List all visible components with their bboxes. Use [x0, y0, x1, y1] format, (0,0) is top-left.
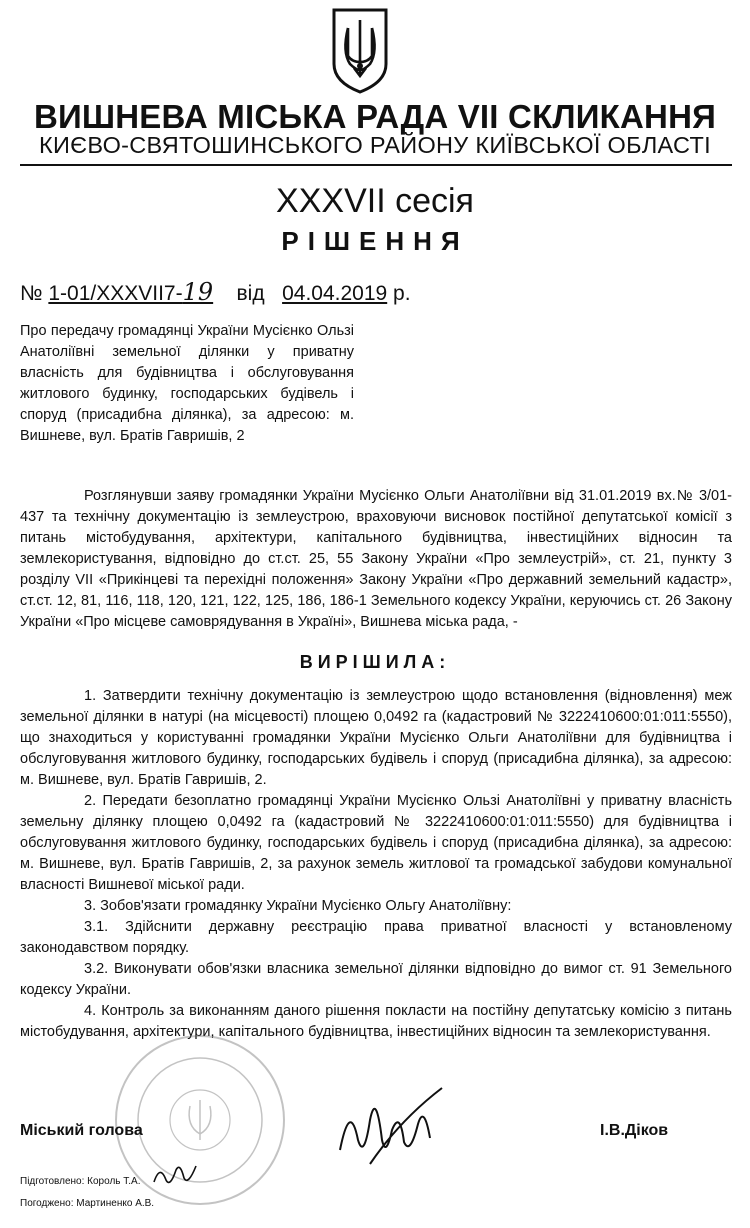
- item-1: 1. Затвердити технічну документацію із землеустрою щодо встановлення (відновлення) меж земельної ділянки в натурі (на місцевості) площею 0,0492 га (кадастровий № 3222410600:01:011:5550), що знаходиться у користуванні громадянки України Мусієнко Ольги Анатоліївни для будівництва і обслуговування житлового будинку, господарських будівель і споруд (присадибна ділянка), за адресою: м. Вишневе, вул. Братів Гавришів, 2.: [20, 688, 732, 788]
- number-sign: №: [20, 282, 43, 305]
- handwritten-initials-icon: [150, 1160, 200, 1190]
- handwritten-signature-icon: [330, 1080, 450, 1170]
- agreed-by: Погоджено: Мартиненко А.В.: [20, 1198, 155, 1209]
- decision-number: 1-01/XXXVII7-19: [48, 278, 214, 306]
- session-title: XXXVII сесія: [276, 182, 474, 220]
- trident-emblem-icon: [328, 6, 392, 94]
- item-3: 3. Зобов'язати громадянку України Мусієнко Ольгу Анатоліївну:: [84, 898, 512, 914]
- resolved-heading: ВИРІШИЛА:: [299, 652, 451, 672]
- decision-date: 04.04.2019: [282, 282, 388, 305]
- item-3-1: 3.1. Здійснити державну реєстрацію права приватної власності у встановленому законодавством порядку.: [20, 919, 732, 956]
- item-4: 4. Контроль за виконанням даного рішення покласти на постійну депутатську комісію з питань містобудування, архітектури, капітального будівництва, інвестиційних відносин та землекористування.: [20, 1003, 732, 1040]
- signatory-name: І.В.Діков: [600, 1122, 669, 1139]
- document-type: РІШЕННЯ: [281, 226, 469, 256]
- council-title: ВИШНЕВА МІСЬКА РАДА VII СКЛИКАННЯ: [33, 98, 717, 135]
- prepared-by: Підготовлено: Король Т.А.: [20, 1176, 141, 1187]
- district-title: КИЄВО-СВЯТОШИНСЬКОГО РАЙОНУ КИЇВСЬКОЇ ОБЛАСТІ: [39, 132, 711, 158]
- decision-number-line: [20, 278, 411, 306]
- date-suffix: р.: [393, 282, 411, 305]
- from-label: від: [236, 282, 265, 305]
- decision-subject: Про передачу громадянці України Мусієнко Ользі Анатоліївні земельної ділянки у приватну власність для будівництва і обслуговування житлового будинку, господарських будівель і споруд (присадибна ділянка), за адресою: м. Вишневе, вул. Братів Гавришів, 2: [20, 323, 354, 444]
- preamble-text: Розглянувши заяву громадянки України Мусієнко Ольги Анатоліївни від 31.01.2019 вх.№ 3/01-437 та технічну документацію із землеустрою, враховуючи висновок постійної депутатської комісії з питань містобудування, архітектури, капітального будівництва, інвестиційних відносин та землекористування, відповідно до ст.ст. 25, 55 Закону України «Про землеустрій», ст. 21, пункту 3 розділу VII «Прикінцеві та перехідні положення» Закону України «Про державний земельний кадастр», ст.ст. 12, 81, 116, 118, 120, 121, 122, 125, 186, 186-1 Земельного кодексу України, керуючись ст. 26 Закону України «Про місцеве самоврядування в Україні», Вишнева міська рада, -: [20, 488, 732, 630]
- header-rule: [20, 164, 732, 166]
- item-3-2: 3.2. Виконувати обов'язки власника земельної ділянки відповідно до вимог ст. 91 Земельного кодексу України.: [20, 961, 732, 998]
- resolution-items: [20, 686, 732, 1043]
- preamble-block: [20, 486, 732, 633]
- signatory-role: Міський голова: [20, 1122, 143, 1139]
- item-2: 2. Передати безоплатно громадянці України Мусієнко Ользі Анатоліївні у приватну власність земельну ділянку площею 0,0492 га (кадастровий № 3222410600:01:011:5550) для будівництва і обслуговування житлового будинку, господарських будівель і споруд (присадибна ділянка), за адресою: м. Вишневе, вул. Братів Гавришів, 2, за рахунок земель житлової та громадської забудови комунальної власності Вишневої міської ради.: [20, 793, 732, 893]
- handwritten-number: 19: [182, 278, 214, 306]
